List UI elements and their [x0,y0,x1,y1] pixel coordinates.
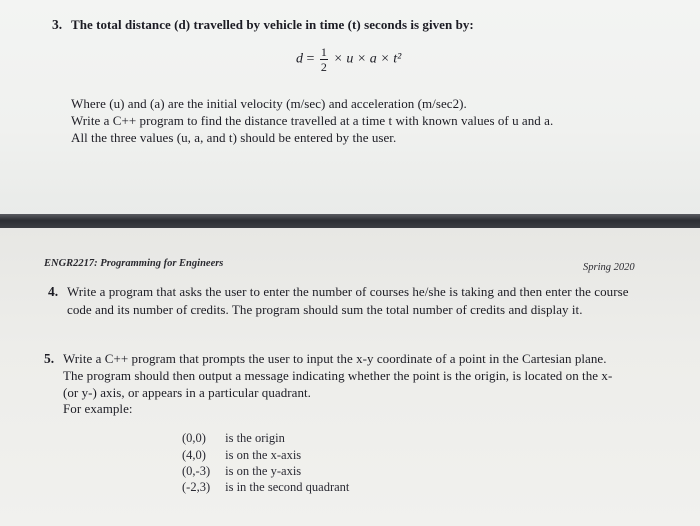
example-row [182,431,285,446]
example-row [182,464,301,479]
question-5-line-2: The program should then output a message indicating whether the point is the origin, is located on the x- [63,368,613,383]
question-5-line-1: Write a C++ program that prompts the user to input the x-y coordinate of a point in the Cartesian plane. [63,351,607,366]
formula-rhs: × u × a × t² [333,51,402,67]
course-header: ENGR2217: Programming for Engineers [44,258,224,269]
distance-formula [296,46,401,73]
example-coord: (-2,3) [182,480,211,494]
question-3-intro: The total distance (d) travelled by vehicle in time (t) seconds is given by: [71,17,474,32]
question-5-number: 5. [44,351,55,366]
question-3-number: 3. [52,17,63,32]
example-desc: is on the y-axis [225,464,302,478]
question-3-line-2: Write a C++ program to find the distance travelled at a time t with known values of u and a. [71,113,554,128]
formula-lhs: d [296,51,303,67]
formula-equals: = [306,51,315,67]
example-row [182,480,349,495]
example-desc: is the origin [225,431,285,445]
question-4-number: 4. [48,284,59,299]
fraction-numerator: 1 [320,45,327,59]
page-divider [0,214,700,228]
term-header: Spring 2020 [583,262,635,273]
question-3-line-3: All the three values (u, a, and t) should be entered by the user. [71,130,397,145]
fraction-denominator: 2 [320,60,327,74]
example-coord: (0,0) [182,431,206,445]
question-5-line-3: (or y-) axis, or appears in a particular quadrant. [63,385,311,400]
example-desc: is in the second quadrant [225,480,350,494]
question-4-line-2: code and its number of credits. The program should sum the total number of credits and display it. [67,302,583,317]
question-4-line-1: Write a program that asks the user to enter the number of courses he/she is taking and then enter the course [67,284,629,299]
example-desc: is on the x-axis [225,448,302,462]
example-coord: (4,0) [182,448,206,462]
example-coord: (0,-3) [182,464,211,478]
example-row [182,448,301,463]
question-3-line-1: Where (u) and (a) are the initial velocity (m/sec) and acceleration (m/sec2). [71,96,467,111]
formula-fraction [320,46,328,73]
question-5-line-4: For example: [63,401,133,416]
